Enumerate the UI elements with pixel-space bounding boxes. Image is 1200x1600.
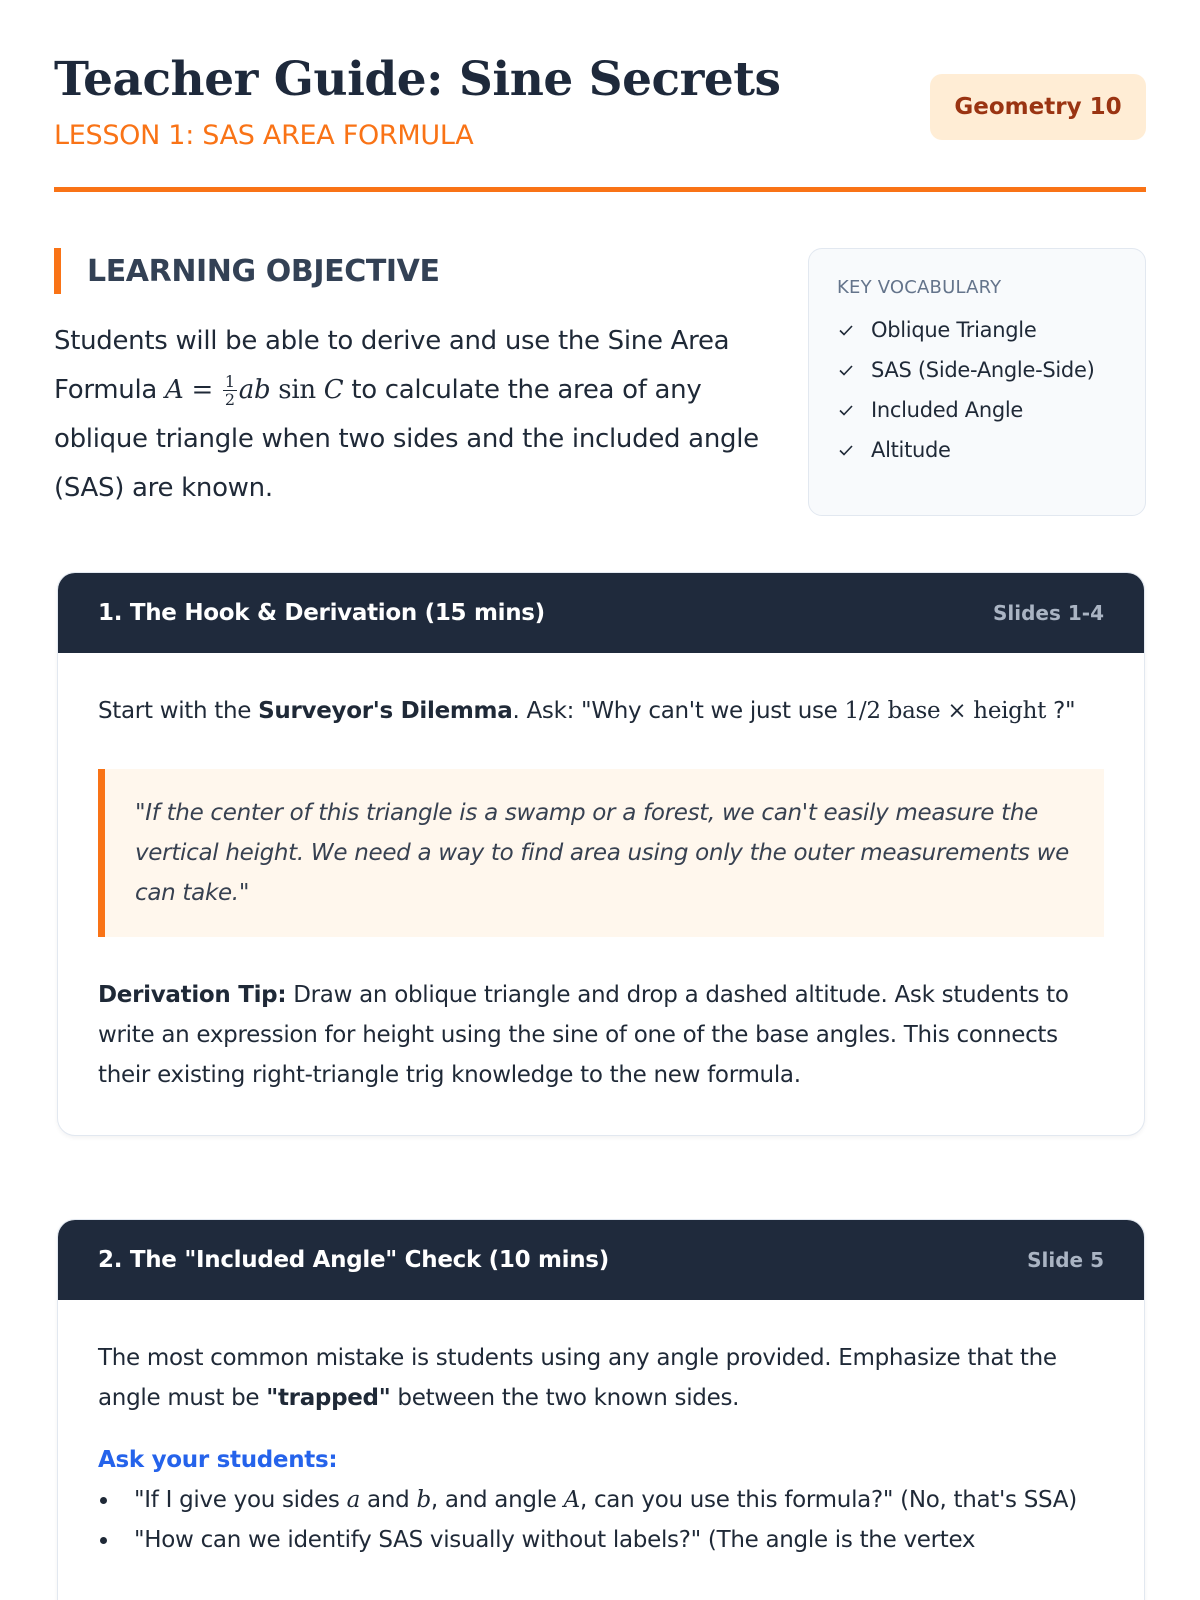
vocabulary-item — [837, 350, 1145, 390]
intro-text: between the two known sides. — [390, 1385, 740, 1411]
question-text: "If I give you sides — [134, 1487, 347, 1513]
intro-text: Start with the — [98, 698, 259, 724]
question-item: "How can we identify SAS visually without labels?" (The angle is the vertex — [98, 1520, 1104, 1560]
section-title: 2. The "Included Angle" Check (10 mins) — [98, 1247, 609, 1273]
intro-text: The most common mistake is students using any angle provided. Emphasize that the angle must be — [98, 1345, 1057, 1411]
formula-fraction — [223, 373, 237, 408]
section-header — [58, 1220, 1144, 1300]
check-icon — [837, 441, 855, 459]
intro-emphasis: Surveyor's Dilemma — [258, 698, 513, 724]
intro-emphasis: "trapped" — [266, 1385, 391, 1411]
vocabulary-item — [837, 430, 1145, 470]
quote-callout: "If the center of this triangle is a swamp or a forest, we can't easily measure the vertical height. We need a way to find area using only the outer measurements we can take." — [98, 769, 1104, 937]
vocabulary-item — [837, 390, 1145, 430]
vocabulary-term: Oblique Triangle — [871, 318, 1037, 342]
section-title: 1. The Hook & Derivation (15 mins) — [98, 600, 545, 626]
vocabulary-item — [837, 310, 1145, 350]
inline-math: a — [346, 1487, 361, 1513]
section-slides: Slide 5 — [1027, 1248, 1104, 1272]
question-text: , and angle — [430, 1487, 564, 1513]
inline-math: b — [416, 1487, 431, 1513]
question-list — [98, 1480, 1104, 1560]
formula-sides: ab — [238, 375, 271, 405]
course-badge: Geometry 10 — [930, 74, 1146, 140]
section-card-hook — [57, 572, 1145, 1136]
section-body — [58, 653, 1144, 1135]
intro-text: ?" — [1046, 698, 1076, 724]
check-icon — [837, 361, 855, 379]
check-icon — [837, 401, 855, 419]
objective-heading: LEARNING OBJECTIVE — [54, 248, 440, 294]
page-header — [54, 0, 1146, 192]
ask-students-heading: Ask your students: — [98, 1447, 338, 1473]
question-text: , can you use this formula?" (No, that's SSA) — [579, 1487, 1077, 1513]
vocabulary-term: SAS (Side-Angle-Side) — [871, 358, 1095, 382]
section-header — [58, 573, 1144, 653]
formula-area-symbol: A — [165, 375, 184, 405]
vocabulary-heading: KEY VOCABULARY — [837, 277, 1002, 298]
formula-angle: C — [323, 375, 344, 405]
vocabulary-list — [837, 310, 1145, 470]
vocabulary-term: Altitude — [871, 438, 951, 462]
section-slides: Slides 1-4 — [993, 601, 1104, 625]
objective-text-start: Students will be able to derive and use the Sine Area Formula — [54, 326, 730, 405]
section-card-included-angle — [57, 1219, 1145, 1600]
section-intro — [98, 691, 1104, 731]
tip-text: Draw an oblique triangle and drop a dashed altitude. Ask students to write an expression for height using the sine of one of the base angles. This connects their existing right-triangle trig knowledge to the new formula. — [98, 982, 1069, 1088]
inline-math: 1/2 base × height — [844, 698, 1047, 724]
key-vocabulary-box — [808, 248, 1146, 516]
section-intro — [98, 1338, 1104, 1418]
formula-sine: sin — [270, 375, 324, 405]
check-icon — [837, 321, 855, 339]
objective-text-end: to calculate the area of any oblique triangle when two sides and the included angle (SAS) are known. — [54, 375, 759, 503]
intro-text: . Ask: "Why can't we just use — [512, 698, 845, 724]
fraction-denominator: 2 — [224, 390, 235, 409]
question-item — [98, 1480, 1104, 1520]
section-body — [58, 1300, 1144, 1600]
objective-section — [54, 192, 1146, 532]
tip-label: Derivation Tip: — [98, 982, 287, 1008]
derivation-tip — [98, 975, 1104, 1095]
fraction-numerator: 1 — [224, 372, 235, 391]
objective-text — [54, 317, 774, 513]
page-title: Teacher Guide: Sine Secrets — [54, 52, 781, 107]
formula-equals: = — [183, 375, 221, 405]
lesson-subtitle: LESSON 1: SAS AREA FORMULA — [54, 120, 474, 151]
inline-math: A — [563, 1487, 580, 1513]
question-text: and — [360, 1487, 417, 1513]
vocabulary-term: Included Angle — [871, 398, 1024, 422]
